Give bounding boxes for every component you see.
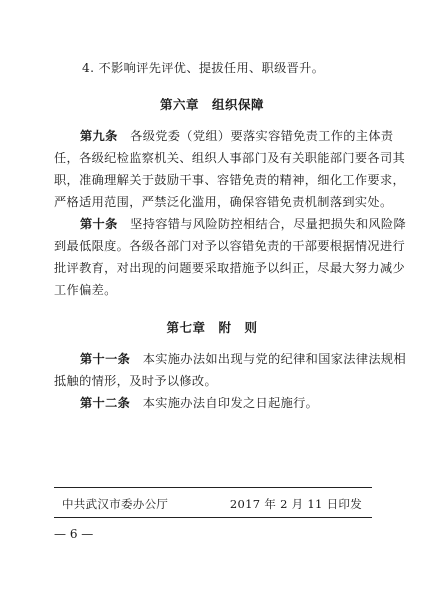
chapter-7-heading: 第七章 附 则 [166,320,258,335]
footer-top-rule [54,487,372,488]
article-12-text-1: 本实施办法自印发之日起施行。 [130,396,319,410]
article-10-text-1: 坚持容错与风险防控相结合，尽量把损失和风险降 [117,217,406,231]
chapter-6-heading: 第六章 组织保障 [159,97,264,112]
article-9-line-4: 严格适用范围，严禁泛化滥用，确保容错免责机制落到实处。 [54,195,393,209]
article-10-line-4: 工作偏差。 [54,283,117,297]
article-11-label: 第十一条 [80,352,131,366]
article-10-label: 第十条 [80,217,118,231]
item-4-text: 4. 不影响评先评优、提拔任用、职级晋升。 [82,61,325,75]
page-number: — 6 — [54,527,94,541]
article-11-line-2: 抵触的情形，及时予以修改。 [54,374,217,388]
article-9-text-1: 各级党委（党组）要落实容错免责工作的主体责 [117,129,394,143]
issuer-name: 中共武汉市委办公厅 [62,497,169,511]
issue-date: 2017 年 2 月 11 日印发 [229,497,362,511]
footer-bottom-rule [54,517,372,518]
article-9-line-2: 任，各级纪检监察机关、组织人事部门及有关职能部门要各司其 [54,151,406,165]
article-9-label: 第九条 [80,129,118,143]
article-10-line-1 [54,216,406,232]
article-11-line-1 [54,351,406,367]
article-11-text-1: 本实施办法如出现与党的纪律和国家法律法规相 [130,352,406,366]
article-12-label: 第十二条 [80,396,131,410]
article-10-line-2: 到最低限度。各级各部门对予以容错免责的干部要根据情况进行 [54,239,406,253]
article-10-line-3: 批评教育，对出现的问题要采取措施予以纠正，尽最大努力减少 [54,261,406,275]
article-9-line-1 [54,128,394,144]
article-9-line-3: 职，准确理解关于鼓励干事、容错免责的精神，细化工作要求， [54,173,406,187]
article-12-line-1 [54,395,372,411]
